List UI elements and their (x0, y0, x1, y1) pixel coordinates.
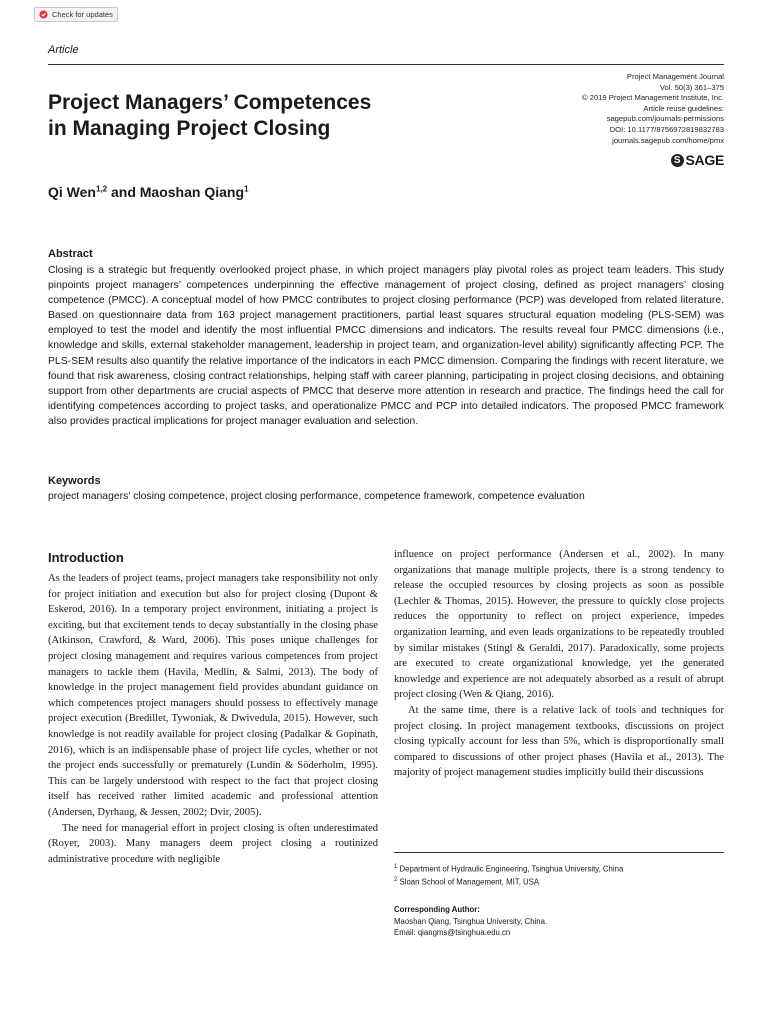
abstract-heading: Abstract (48, 248, 93, 260)
journal-volume: Vol. 50(3) 361–375 (659, 82, 724, 92)
journal-home-link[interactable]: journals.sagepub.com/home/pmx (612, 135, 724, 145)
introduction-heading: Introduction (48, 550, 124, 565)
header-rule (48, 64, 724, 65)
reuse-link[interactable]: sagepub.com/journals-permissions (606, 114, 724, 124)
article-title (48, 90, 468, 142)
author-affiliation-1: 1,2 (95, 184, 108, 194)
body-paragraph: The need for managerial effort in project closing is often underestimated (Royer, 2003). Many managers deem project closing a routinized administrative procedure with negligible (48, 822, 378, 865)
article-title-line-2: in Managing Project Closing (48, 117, 331, 140)
affiliation-footnotes (394, 862, 724, 887)
check-for-updates-badge[interactable] (34, 7, 118, 22)
journal-name: Project Management Journal (626, 72, 724, 81)
corresponding-author-name: Maoshan Qiang, Tsinghua University, China. (394, 916, 548, 926)
copyright-line: © 2019 Project Management Institute, Inc. (582, 93, 724, 103)
publisher-logo (671, 152, 724, 168)
right-column (394, 547, 724, 781)
footnote-2 (394, 875, 724, 888)
author-list (48, 184, 248, 200)
body-paragraph: influence on project performance (Andersen et al., 2002). In many organizations that manage multiple projects, there is a strong tendency to release the occupied resources by closing projects as soon as possible (Lechler & Thomas, 2015). However, the pressure to quickly close projects reduces the opportunity to reflect on project experience, impedes organization learning, and even leads organizations to be repeatedly troubled by similar mistakes (Stingl & Geraldi, 2017). Paradoxically, some projects are executed to create organizational knowledge, yet the generated knowledge and experience are not adequately absorbed as a result of abrupt project closing (Wen & Qiang, 2016). (394, 549, 724, 701)
keywords-text: project managers’ closing competence, project closing performance, competence framework, competence evaluation (48, 491, 585, 502)
journal-meta (582, 72, 724, 146)
body-paragraph: At the same time, there is a relative lack of tools and techniques for project closing. In project management textbooks, discussions on project closing typically account for less than 5%, which is disproportionally small compared to discussions of other project phases (Havila et al., 2013). The majority of project management studies implicitly build their discussions (394, 704, 724, 779)
corresponding-author-email[interactable]: Email: qiangms@tsinghua.edu.cn (394, 928, 511, 937)
footnote-1-text: Department of Hydraulic Engineering, Tsinghua University, China (397, 864, 624, 874)
abstract-text: Closing is a strategic but frequently overlooked project phase, in which project managers play pivotal roles as project team leaders. This study pinpoints project managers’ competences underpinning the effective management of project closing, defined as project managers’ closing competence (PMCC). A conceptual model of how PMCC contributes to project closing performance (PCP) was developed from related literature. Based on questionnaire data from 163 project management practitioners, partial least squares structural equation modeling (PLS-SEM) was employed to test the model and identify the most influential PMCC dimensions and indicators. The results reveal four PMCC dimensions (i.e., knowledge and skills, external stakeholder management, leadership in project team, and organization-level ability) significantly affecting PCP. The PLS-SEM results also quantify the relative importance of the indicators in each PMCC dimension. Comparing the findings with recent literature, we found that risk awareness, closing contract relationships, helping staff with career planning, participating in project closing decisions, and obtaining support from other departments are crucial aspects of PMCC that deserve more attention in research and practice. The findings heed the call for identifying competences according to project tasks, and operationalize PMCC and PCP into detailed indicators. The proposed PMCC framework also provides practical implications for project manager evaluation and selection. (48, 265, 724, 427)
author-name-1: Qi Wen (48, 184, 96, 200)
sage-s-icon: S (671, 154, 684, 167)
article-type-label: Article (48, 44, 79, 56)
body-paragraph: As the leaders of project teams, project managers take responsibility not only for project initiation and execution but also for project closing (Dupont & Eskerod, 2016). In a temporary project environment, initiating a project is exciting, but that excitement tends to decay substantially in the closing phase (Atkinson, Crawford, & Ward, 2006). This poses unique challenges for project closing management and requires various competences from project managers to tackle them (Havila, Medlin, & Salmi, 2013). The body of knowledge in the project management field provides abundant guidance on which competences project managers should possess to effectively manage project execution (Bredillet, Tywoniak, & Dwivedula, 2015). However, such knowledge is not readily available for project closing (Padalkar & Gopinath, 2016), which is an indispensable phase of project life cycles, whether or not the project ends successfully or prematurely (Lundin & Söderholm, 1995). This can be largely understood with respect to the fact that project closing itself has received rather limited academic and professional attention (Andersen, Dyrhaug, & Jessen, 2002; Dvir, 2005). (48, 573, 378, 818)
author-affiliation-2: 1 (244, 184, 249, 194)
publisher-logo-text: SAGE (685, 152, 724, 168)
footnote-2-text: Sloan School of Management, MIT, USA (397, 877, 540, 887)
left-column (48, 550, 378, 867)
footnote-rule (394, 852, 724, 853)
check-for-updates-label: Check for updates (52, 10, 113, 19)
corresponding-author (394, 904, 724, 939)
footnote-1-mark: 1 (394, 864, 398, 870)
reuse-label: Article reuse guidelines: (643, 103, 724, 113)
check-for-updates-icon (39, 10, 48, 19)
doi-link[interactable]: DOI: 10.1177/8756972819832783 (609, 124, 724, 134)
article-title-line-1: Project Managers’ Competences (48, 91, 372, 114)
footnote-2-mark: 2 (394, 876, 398, 883)
author-name-2: Maoshan Qiang (139, 184, 244, 200)
corresponding-author-heading: Corresponding Author: (394, 905, 480, 914)
footnote-1 (394, 862, 724, 875)
author-conjunction: and (107, 184, 140, 200)
keywords-heading: Keywords (48, 475, 101, 487)
